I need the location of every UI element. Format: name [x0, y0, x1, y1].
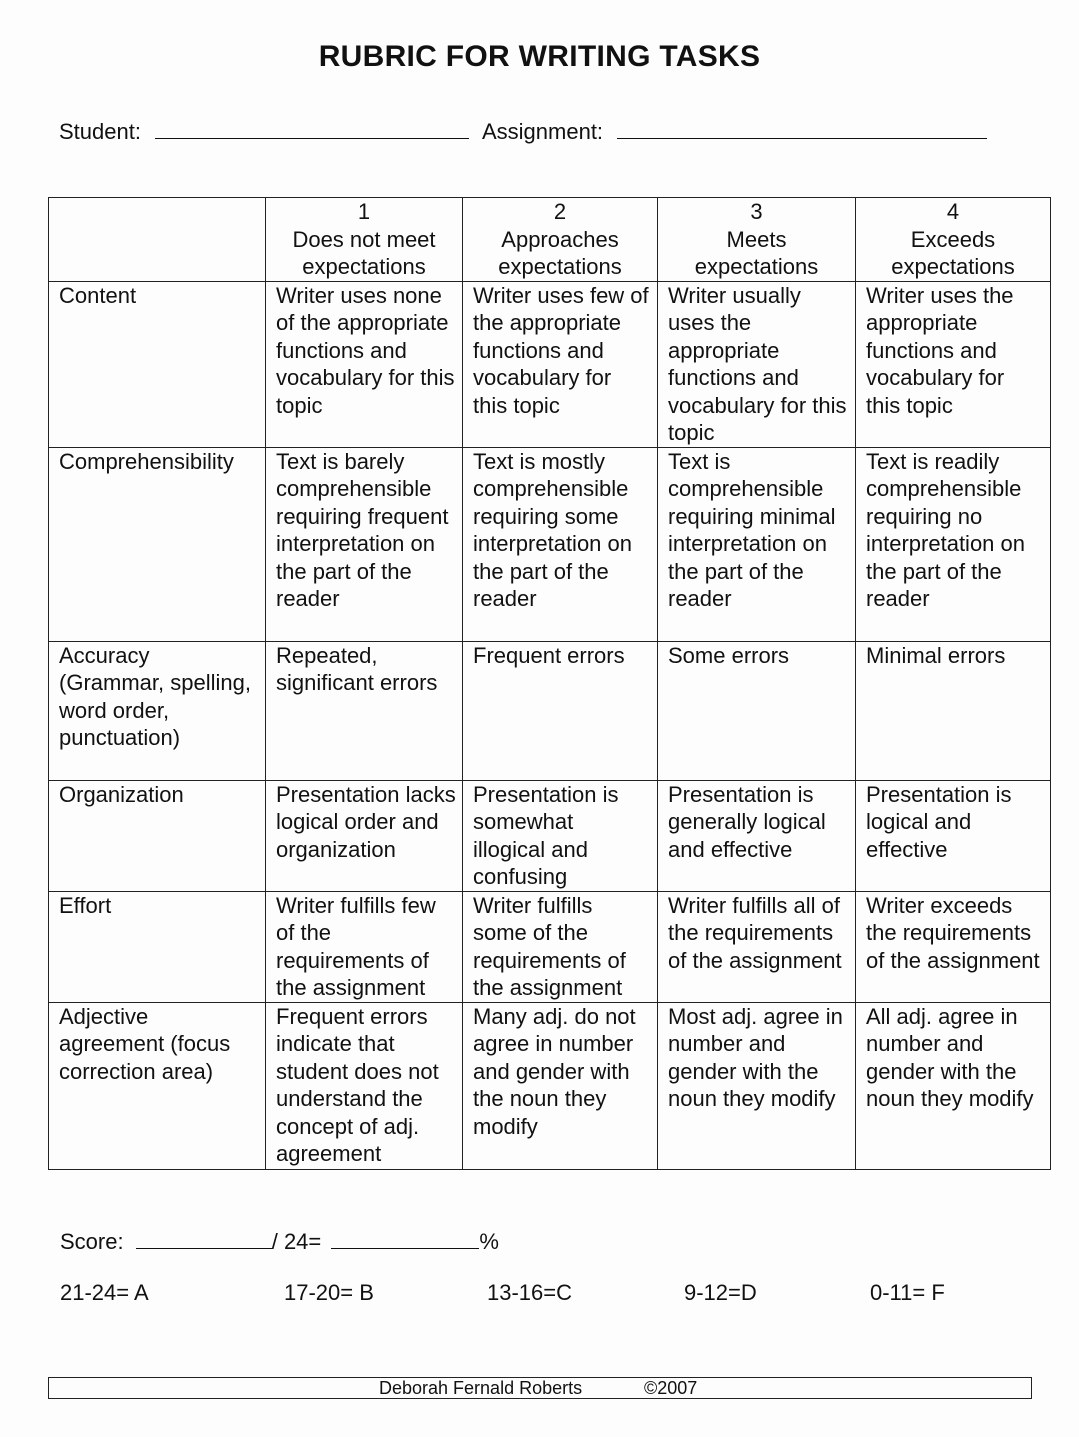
descriptor-cell: Writer fulfills all of the requirements of the assignment [658, 891, 856, 1002]
header-fields [59, 116, 987, 145]
level-header-row [49, 198, 1051, 282]
descriptor-cell: Writer fulfills few of the requirements of the assignment [266, 891, 463, 1002]
descriptor-cell: Text is comprehensible requiring minimal interpretation on the part of the reader [658, 447, 856, 641]
copyright: ©2007 [644, 1378, 698, 1398]
descriptor-cell: Text is barely comprehensible requiring frequent interpretation on the part of the reader [266, 447, 463, 641]
descriptor-cell: Writer uses none of the appropriate functions and vocabulary for this topic [266, 281, 463, 447]
descriptor-cell: Presentation is generally logical and effective [658, 780, 856, 891]
criterion-cell: Content [49, 281, 266, 447]
student-blank[interactable] [155, 116, 469, 139]
corner-cell [49, 198, 266, 282]
grade-range-a: 21-24= A [60, 1280, 149, 1305]
table-row [49, 447, 1051, 641]
rubric-table [48, 197, 1051, 1170]
descriptor-cell: Frequent errors indicate that student does not understand the concept of adj. agreement [266, 1002, 463, 1169]
table-row [49, 281, 1051, 447]
descriptor-cell: Writer uses the appropriate functions and vocabulary for this topic [856, 281, 1051, 447]
descriptor-cell: Writer usually uses the appropriate functions and vocabulary for this topic [658, 281, 856, 447]
descriptor-cell: Most adj. agree in number and gender with the noun they modify [658, 1002, 856, 1169]
score-blank[interactable] [136, 1226, 272, 1249]
descriptor-cell: Repeated, significant errors [266, 641, 463, 780]
level-header: 3 Meets expectations [658, 198, 856, 282]
score-label: Score: [60, 1229, 124, 1254]
descriptor-cell: Text is mostly comprehensible requiring some interpretation on the part of the reader [463, 447, 658, 641]
descriptor-cell: Some errors [658, 641, 856, 780]
percent-sign: % [479, 1229, 499, 1254]
descriptor-cell: Presentation is somewhat illogical and confusing [463, 780, 658, 891]
grade-range-b: 17-20= B [284, 1280, 374, 1305]
table-row [49, 780, 1051, 891]
criterion-cell: Accuracy (Grammar, spelling, word order, punctuation) [49, 641, 266, 780]
assignment-blank[interactable] [617, 116, 987, 139]
score-out-of: / 24= [271, 1229, 322, 1254]
level-header: 4 Exceeds expectations [856, 198, 1051, 282]
descriptor-cell: Presentation is logical and effective [856, 780, 1051, 891]
descriptor-cell: Presentation lacks logical order and organization [266, 780, 463, 891]
table-row [49, 641, 1051, 780]
score-line [60, 1226, 499, 1255]
criterion-cell: Effort [49, 891, 266, 1002]
descriptor-cell: Many adj. do not agree in number and gender with the noun they modify [463, 1002, 658, 1169]
page-title: RUBRIC FOR WRITING TASKS [318, 40, 761, 73]
criterion-cell: Organization [49, 780, 266, 891]
descriptor-cell: Text is readily comprehensible requiring no interpretation on the part of the reader [856, 447, 1051, 641]
student-label: Student: [59, 119, 141, 144]
descriptor-cell: Writer uses few of the appropriate functions and vocabulary for this topic [463, 281, 658, 447]
grade-range-f: 0-11= F [870, 1280, 945, 1305]
descriptor-cell: Minimal errors [856, 641, 1051, 780]
footer-box [48, 1377, 1032, 1399]
level-header: 1 Does not meet expectations [266, 198, 463, 282]
level-header: 2 Approaches expectations [463, 198, 658, 282]
descriptor-cell: Writer fulfills some of the requirements of the assignment [463, 891, 658, 1002]
descriptor-cell: Frequent errors [463, 641, 658, 780]
table-row [49, 1002, 1051, 1169]
percent-blank[interactable] [331, 1226, 479, 1249]
descriptor-cell: Writer exceeds the requirements of the assignment [856, 891, 1051, 1002]
author-name: Deborah Fernald Roberts [379, 1378, 583, 1398]
descriptor-cell: All adj. agree in number and gender with the noun they modify [856, 1002, 1051, 1169]
criterion-cell: Comprehensibility [49, 447, 266, 641]
table-row [49, 891, 1051, 1002]
grade-range-c: 13-16=C [487, 1280, 573, 1305]
criterion-cell: Adjective agreement (focus correction area) [49, 1002, 266, 1169]
grade-range-d: 9-12=D [684, 1280, 757, 1305]
assignment-label: Assignment: [481, 119, 604, 144]
